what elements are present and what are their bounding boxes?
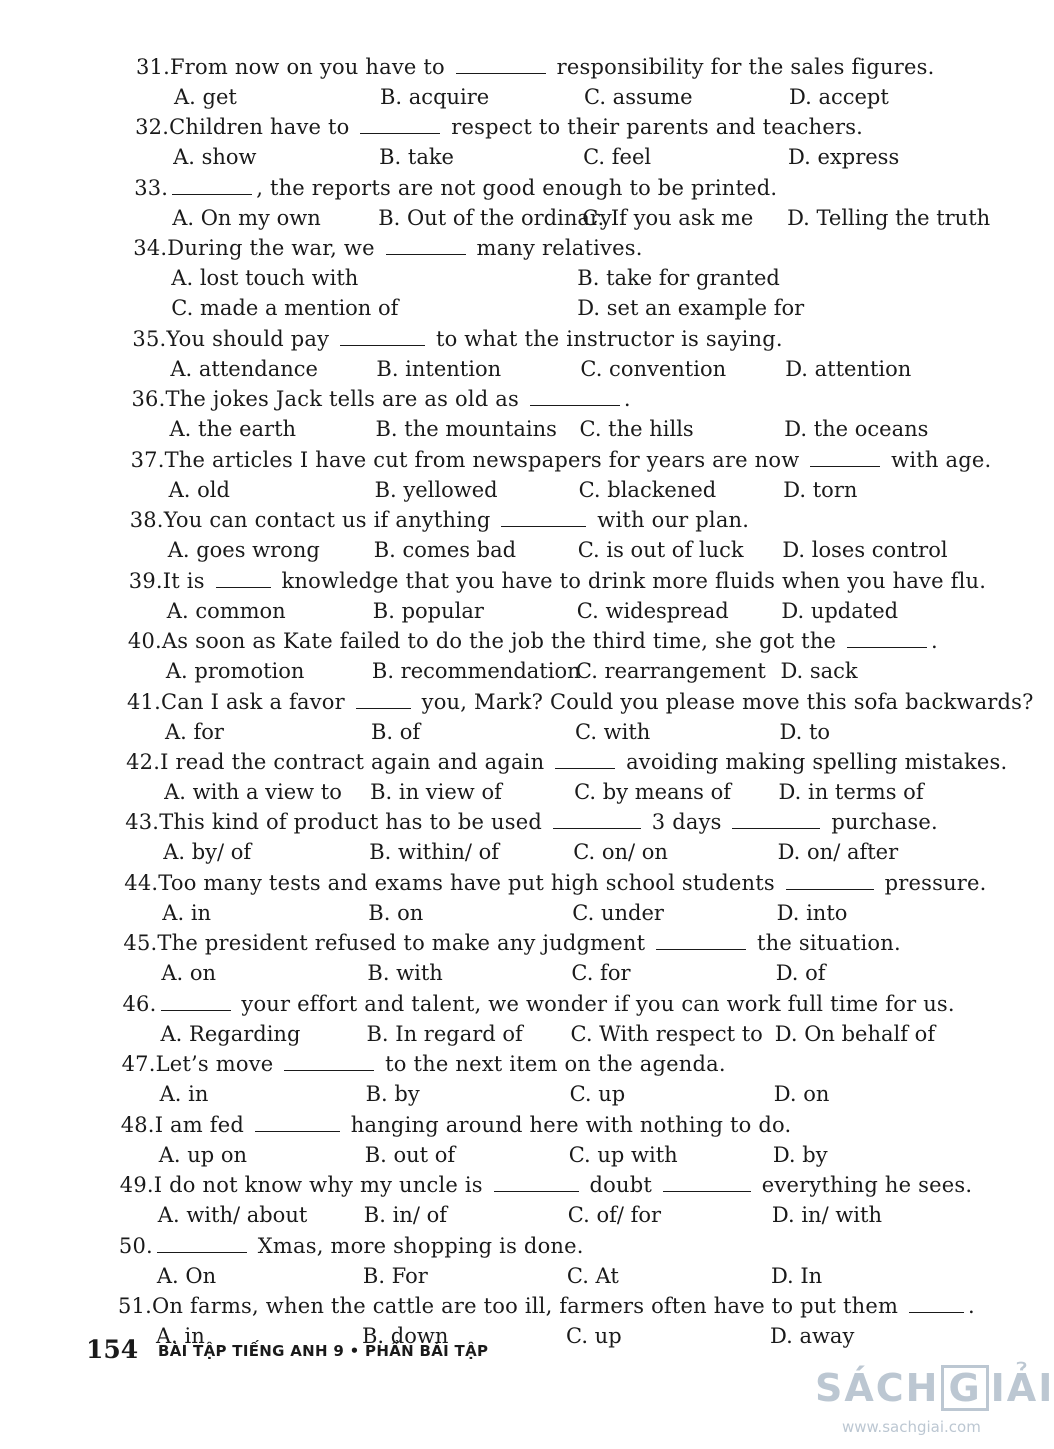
answer-option: D. On behalf of [774, 1021, 936, 1046]
question-number: 51. [118, 1294, 152, 1319]
question-31 [0, 52, 1024, 113]
answer-option: A. attendance [170, 356, 318, 381]
question-number: 32. [135, 115, 170, 140]
question-stem [119, 1231, 584, 1261]
question-49 [0, 1170, 1024, 1231]
question-number: 35. [132, 326, 167, 351]
answer-option: C. convention [580, 356, 727, 381]
answer-option: A. in [156, 1324, 205, 1349]
question-50 [0, 1231, 1024, 1292]
answer-option: D. express [788, 145, 900, 170]
answer-blank [255, 1113, 340, 1132]
answer-option: D. to [779, 719, 831, 744]
answer-option: D. on [773, 1082, 830, 1107]
answer-option: D. in/ with [771, 1203, 882, 1228]
question-number: 46. [122, 991, 157, 1016]
question-stem [131, 445, 992, 475]
question-stem [133, 233, 642, 263]
answer-option: C. feel [583, 145, 652, 170]
answer-option: C. for [571, 961, 631, 986]
question-text: responsibility for the sales figures. [549, 55, 935, 79]
question-number: 34. [133, 236, 168, 261]
answer-blank [555, 750, 615, 769]
answer-option: D. updated [781, 598, 899, 623]
answer-option: A. on [161, 961, 217, 986]
question-number: 40. [127, 629, 162, 654]
question-text: to the next item on the agenda. [378, 1052, 726, 1077]
answer-option: C. At [566, 1263, 619, 1288]
question-stem [128, 626, 938, 656]
answer-option: D. loses control [782, 538, 948, 563]
question-text: your effort and talent, we wonder if you can work full time for us. [234, 991, 955, 1016]
answer-option: A. common [166, 598, 286, 623]
question-text: 3 days [644, 810, 729, 835]
question-text: The jokes Jack tells are as old as [165, 387, 526, 412]
question-40 [0, 626, 1024, 687]
answer-option: D. sack [780, 659, 858, 684]
question-number: 36. [131, 387, 166, 412]
question-text: You should pay [166, 326, 337, 351]
question-stem [132, 324, 782, 354]
answer-option: B. down [362, 1324, 449, 1349]
answer-option: A. up on [158, 1142, 248, 1167]
answer-blank [356, 690, 411, 709]
answer-option: C. If you ask me [582, 205, 754, 230]
answer-option: B. out of [364, 1142, 456, 1167]
answer-blank [909, 1294, 964, 1313]
answer-option: D. the oceans [784, 417, 929, 442]
question-number: 48. [120, 1112, 155, 1137]
answer-blank [456, 55, 546, 74]
question-stem [118, 1291, 975, 1321]
answer-option: B. For [362, 1263, 428, 1288]
question-text: On farms, when the cattle are too ill, farmers often have to put them [152, 1294, 905, 1319]
question-number: 31. [136, 55, 170, 79]
answer-option: C. blackened [578, 477, 717, 502]
question-stem [124, 868, 986, 898]
question-47 [0, 1049, 1024, 1110]
question-34 [0, 233, 1024, 323]
question-stem [121, 1110, 792, 1140]
question-41 [0, 687, 1034, 748]
page-number: 154 [86, 1335, 139, 1364]
answer-option: C. the hills [579, 417, 694, 442]
question-text: The articles I have cut from newspapers for years are now [164, 447, 807, 472]
answer-option: D. attention [785, 356, 912, 381]
question-number: 41. [127, 689, 161, 714]
question-number: 45. [123, 931, 158, 956]
question-text: to what the instructor is saying. [429, 326, 783, 351]
question-number: 49. [119, 1173, 154, 1198]
question-number: 44. [124, 870, 159, 895]
question-text: Xmas, more shopping is done. [250, 1233, 584, 1258]
question-stem [136, 52, 934, 82]
question-text: As soon as Kate failed to do the job the third time, she got the [161, 629, 844, 654]
answer-option: A. the earth [169, 417, 297, 442]
question-48 [0, 1110, 1024, 1171]
answer-option: A. with a view to [164, 780, 342, 804]
question-text: doubt [582, 1173, 659, 1198]
answer-blank [663, 1173, 751, 1192]
question-text: It is [162, 568, 212, 593]
question-text: purchase. [824, 810, 938, 835]
answer-option: A. show [173, 145, 257, 170]
answer-blank [501, 508, 586, 527]
answer-blank [172, 176, 252, 195]
answer-option: B. on [368, 900, 424, 925]
answer-option: C. is out of luck [577, 538, 744, 563]
question-38 [0, 505, 1024, 566]
question-51 [0, 1291, 1024, 1352]
question-text: I do not know why my uncle is [153, 1173, 490, 1198]
answer-option: C. With respect to [570, 1021, 763, 1046]
answer-option: D. In [770, 1263, 823, 1288]
answer-option: C. made a mention of [171, 296, 399, 321]
answer-option: B. popular [372, 598, 484, 623]
book-title: BÀI TẬP TIẾNG ANH 9 • PHẦN BÀI TẬP [158, 1342, 489, 1360]
answer-blank [360, 115, 440, 134]
question-number: 33. [134, 175, 169, 200]
question-number: 37. [130, 447, 165, 472]
logo-g: G [941, 1365, 988, 1411]
question-36 [0, 384, 1024, 445]
question-text: with age. [884, 447, 992, 472]
answer-option: B. of [371, 719, 421, 744]
question-text: . [623, 387, 631, 412]
question-stem [129, 566, 986, 596]
question-text: From now on you have to [170, 55, 452, 79]
question-number: 38. [129, 508, 164, 533]
answer-option: C. of/ for [567, 1203, 662, 1228]
answer-option: C. up [569, 1082, 626, 1107]
question-35 [0, 324, 1024, 385]
answer-option: C. up with [568, 1142, 678, 1167]
logo-suffix: IẢI [990, 1366, 1054, 1410]
answer-option: A. old [168, 477, 230, 502]
question-number: 39. [128, 568, 163, 593]
answer-option: A. in [159, 1082, 209, 1107]
answer-option: A. promotion [165, 659, 305, 684]
answer-option: A. in [162, 900, 212, 925]
answer-option: B. in view of [370, 780, 502, 804]
answer-blank [732, 810, 820, 829]
question-43 [0, 807, 1024, 868]
question-number: 47. [121, 1052, 156, 1077]
question-text: many relatives. [469, 236, 643, 261]
question-text: Let’s move [155, 1052, 281, 1077]
answer-option: A. goes wrong [167, 538, 320, 563]
answer-option: C. by means of [574, 780, 731, 804]
answer-blank [553, 810, 641, 829]
answer-option: A. by/ of [163, 840, 252, 865]
answer-option: D. away [770, 1324, 855, 1349]
answer-blank [530, 387, 620, 406]
question-text: with our plan. [590, 508, 750, 533]
answer-blank [340, 327, 425, 346]
question-stem [135, 112, 863, 142]
question-text: You can contact us if anything [163, 508, 498, 533]
question-text: avoiding making spelling mistakes. [619, 750, 1008, 774]
answer-blank [786, 871, 874, 890]
question-text: everything he sees. [754, 1173, 973, 1198]
question-text: I am fed [154, 1112, 251, 1137]
answer-option: D. Telling the truth [787, 205, 991, 230]
answer-option: B. in/ of [363, 1203, 447, 1228]
logo-prefix: SÁCH [815, 1366, 940, 1410]
answer-option: C. assume [584, 85, 693, 109]
answer-option: D. accept [789, 85, 889, 109]
answer-option: B. comes bad [373, 538, 517, 563]
answer-option: C. up [566, 1324, 622, 1349]
answer-option: B. take [379, 145, 454, 170]
question-stem [126, 747, 1007, 777]
question-stem [127, 687, 1034, 717]
answer-option: A. On [156, 1263, 217, 1288]
question-text: . [968, 1294, 975, 1319]
question-46 [0, 989, 1024, 1050]
question-stem [123, 989, 955, 1019]
answer-option: B. by [365, 1082, 420, 1107]
question-32 [0, 112, 1024, 173]
answer-option: B. recommendation [371, 659, 581, 684]
question-number: 42. [126, 750, 161, 774]
answer-blank [157, 1234, 247, 1253]
answer-option: B. yellowed [374, 477, 498, 502]
answer-option: B. In regard of [366, 1021, 523, 1046]
answer-option: B. the mountains [375, 417, 557, 442]
answer-blank [216, 569, 271, 588]
answer-option: C. with [575, 719, 651, 744]
answer-blank [161, 992, 231, 1011]
answer-blank [494, 1173, 579, 1192]
question-text: Too many tests and exams have put high school students [158, 870, 782, 895]
question-stem [120, 1170, 972, 1200]
answer-blank [810, 448, 880, 467]
answer-option: D. into [776, 900, 848, 925]
question-text: respect to their parents and teachers. [444, 115, 864, 140]
question-text: Children have to [169, 115, 357, 140]
question-text: hanging around here with nothing to do. [343, 1112, 792, 1137]
answer-option: D. in terms of [778, 780, 924, 804]
question-text: you, Mark? Could you please move this sofa backwards? [414, 689, 1034, 714]
question-42 [0, 747, 1024, 808]
answer-option: B. acquire [380, 85, 490, 109]
question-text: . [931, 629, 938, 654]
question-text: , the reports are not good enough to be printed. [256, 175, 778, 200]
question-text: During the war, we [167, 236, 382, 261]
question-text: pressure. [877, 870, 987, 895]
answer-option: D. of [775, 961, 826, 986]
question-stem [132, 384, 631, 414]
answer-option: B. intention [376, 356, 502, 381]
answer-option: C. rearrangement [575, 659, 766, 684]
answer-option: A. with/ about [157, 1203, 308, 1228]
question-text: I read the contract again and again [160, 750, 552, 774]
question-33 [0, 173, 1024, 234]
answer-option: D. set an example for [577, 296, 805, 321]
question-stem [130, 505, 749, 535]
answer-option: C. under [572, 900, 664, 925]
answer-option: D. by [772, 1142, 828, 1167]
answer-option: D. on/ after [777, 840, 899, 865]
answer-option: B. with [367, 961, 443, 986]
question-text: The president refused to make any judgment [157, 931, 653, 956]
question-stem [123, 928, 900, 958]
answer-blank [656, 931, 746, 950]
question-stem [134, 173, 777, 203]
answer-option: D. torn [783, 477, 858, 502]
answer-option: B. Out of the ordinary [378, 205, 612, 230]
answer-option: C. widespread [576, 598, 729, 623]
answer-option: B. take for granted [577, 266, 780, 291]
answer-option: A. lost touch with [171, 266, 359, 291]
question-stem [125, 807, 938, 837]
question-number: 50. [118, 1233, 153, 1258]
answer-blank [386, 236, 466, 255]
watermark-logo [815, 1365, 1054, 1411]
question-text: knowledge that you have to drink more fluids when you have flu. [274, 568, 987, 593]
answer-blank [847, 629, 927, 648]
answer-option: A. On my own [172, 205, 321, 230]
question-37 [0, 445, 1024, 506]
answer-option: A. for [165, 719, 224, 744]
question-44 [0, 868, 1024, 929]
question-text: the situation. [750, 931, 901, 956]
answer-option: A. Regarding [160, 1021, 301, 1046]
question-45 [0, 928, 1024, 989]
question-text: This kind of product has to be used [159, 810, 549, 835]
answer-option: C. on/ on [573, 840, 668, 865]
question-number: 43. [125, 810, 160, 835]
answer-blank [284, 1052, 374, 1071]
question-39 [0, 566, 1024, 627]
watermark-site: www.sachgiai.com [842, 1418, 981, 1436]
answer-option: A. get [174, 85, 237, 109]
answer-option: B. within/ of [369, 840, 500, 865]
question-stem [122, 1049, 726, 1079]
question-text: Can I ask a favor [161, 689, 352, 714]
